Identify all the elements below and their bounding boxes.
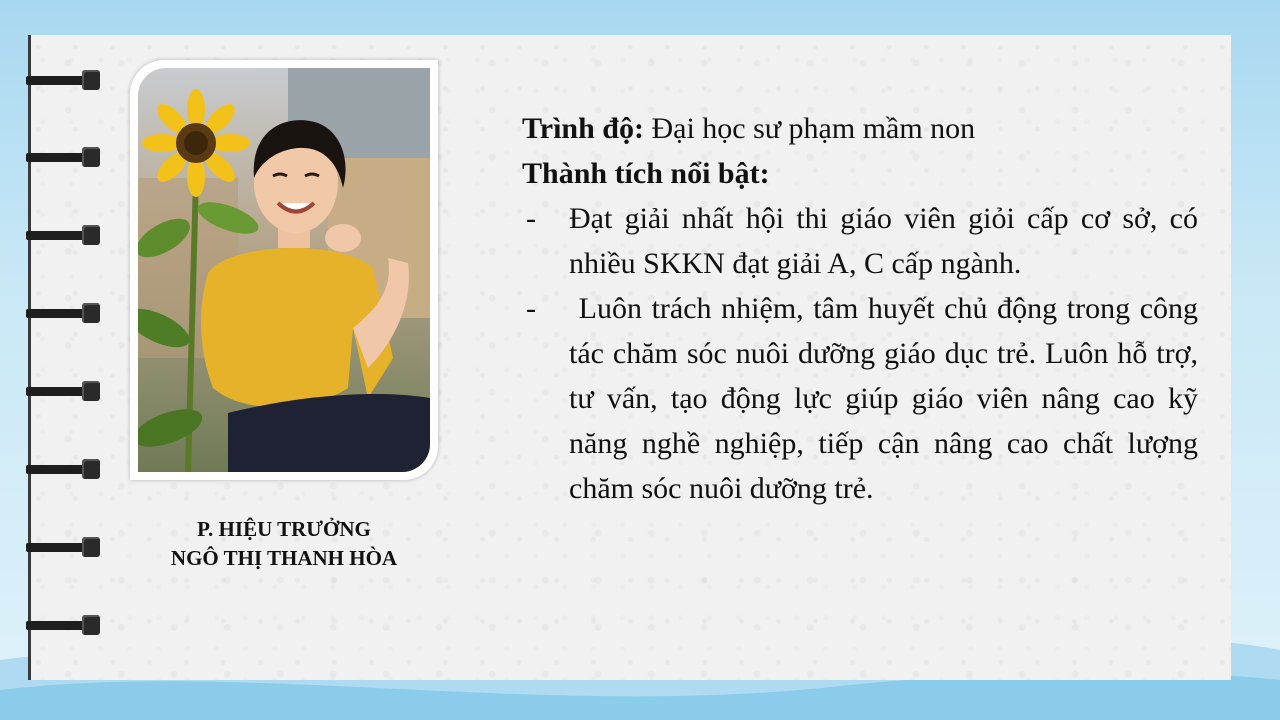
education-label: Trình độ: [522, 112, 644, 145]
achievements-label: Thành tích nổi bật: [522, 157, 770, 190]
person-name: NGÔ THỊ THANH HÒA [170, 546, 398, 570]
spiral-ring [26, 537, 102, 557]
spiral-ring [26, 303, 102, 323]
bullet-dash: - [526, 292, 536, 325]
portrait-frame [130, 60, 438, 480]
profile-details [522, 106, 1206, 511]
profile-caption [130, 515, 438, 573]
achievement-text: Đạt giải nhất hội thi giáo viên giỏi cấp cơ sở, có nhiều SKKN đạt giải A, C cấp ngành. [569, 202, 1198, 280]
portrait-illustration [138, 68, 430, 472]
spiral-ring [26, 225, 102, 245]
spiral-ring [26, 147, 102, 167]
spiral-ring [26, 615, 102, 635]
achievement-text: Luôn trách nhiệm, tâm huyết chủ động trong công tác chăm sóc nuôi dưỡng giáo dục trẻ. Luôn hỗ trợ, tư vấn, tạo động lực giúp giáo viên nâng cao kỹ năng nghề nghiệp, tiếp cận nâng cao chất lượng chăm sóc nuôi dưỡng trẻ. [569, 292, 1206, 505]
portrait-photo [138, 68, 430, 472]
achievement-item [522, 286, 1206, 511]
spiral-ring [26, 459, 102, 479]
spiral-ring [26, 381, 102, 401]
achievement-item [522, 196, 1198, 286]
education-value: Đại học sư phạm mầm non [651, 112, 976, 145]
achievements-heading [522, 151, 1198, 196]
position-title: P. HIỆU TRƯỞNG [197, 517, 371, 541]
spiral-ring [26, 70, 102, 90]
education-line [522, 106, 1198, 151]
bullet-dash: - [526, 202, 536, 235]
